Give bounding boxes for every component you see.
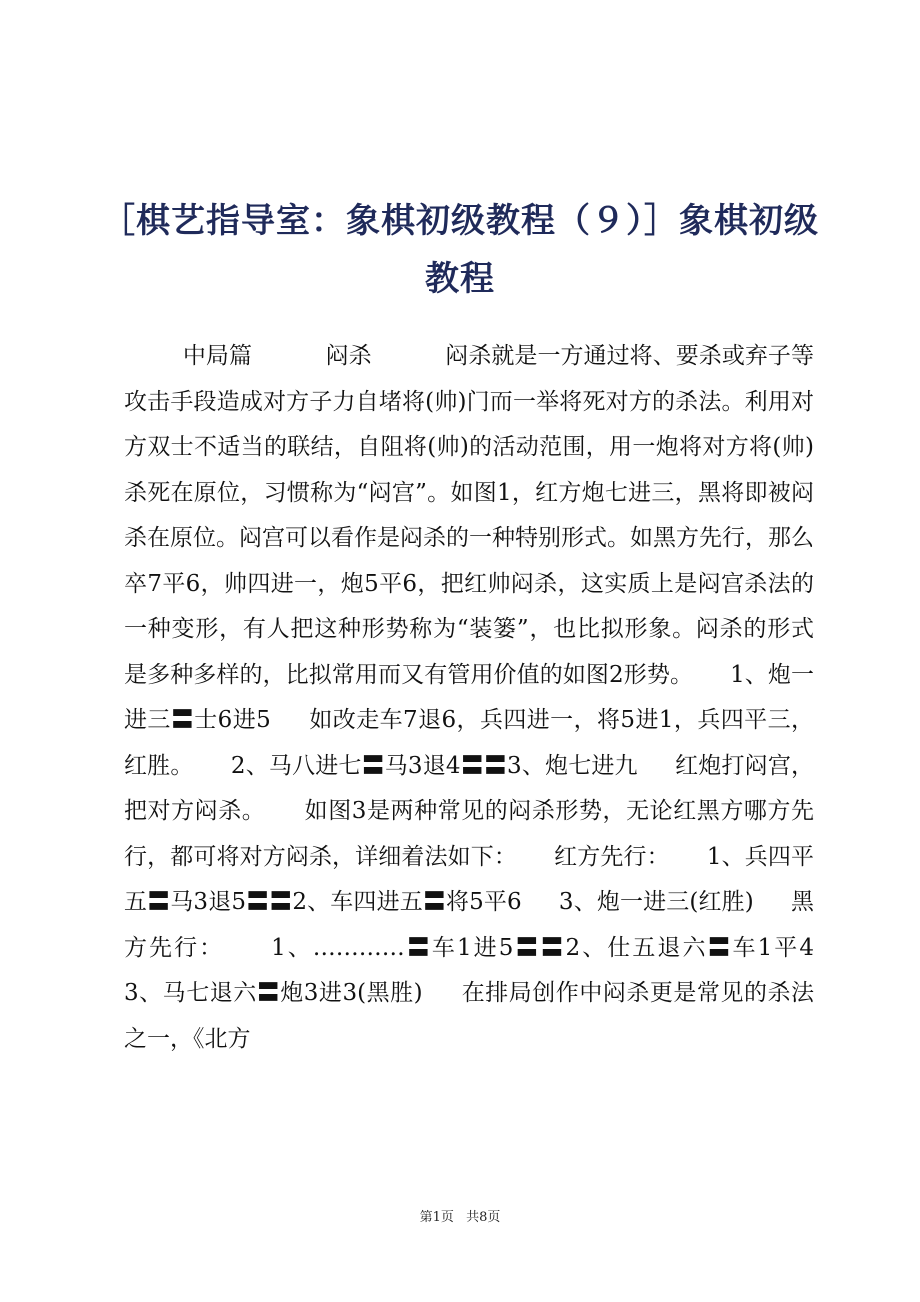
page-number: 第1页	[419, 1210, 454, 1225]
page-total: 共8页	[466, 1210, 501, 1225]
title-line-2: 教程	[425, 259, 495, 299]
body-paragraph: 中局篇 闷杀 闷杀就是一方通过将、要杀或弃子等攻击手段造成对方子力自堵将(帅)门而一举将死对方的杀法。利用对方双士不适当的联结，自阻将(帅)的活动范围，用一炮将对方将(帅)杀死在原位，习惯称为“闷宫”。如图1，红方炮七进三，黑将即被闷杀在原位。闷宫可以看作是闷杀的一种特别形式。如黑方先行，那么卒7平6，帅四进一，炮5平6，把红帅闷杀，这实质上是闷宫杀法的一种变形，有人把这种形势称为“装篓”，也比拟形象。闷杀的形式是多种多样的，比拟常用而又有管用价值的如图2形势。 1、炮一进三〓士6进5 如改走车7退6，兵四进一，将5进1，兵四平三，红胜。 2、马八进七〓马3退4〓〓3、炮七进九 红炮打闷宫，把对方闷杀。 如图3是两种常见的闷杀形势，无论红黑方哪方先行，都可将对方闷杀，详细着法如下： 红方先行： 1、兵四平五〓马3退5〓〓2、车四进五〓将5平6 3、炮一进三(红胜) 黑方先行： 1、…………〓车1进5〓〓2、仕五退六〓车1平4 3、马七退六〓炮3进3(黑胜) 在排局创作中闷杀更是常见的杀法之一，《北方	[124, 343, 851, 1052]
document-title	[100, 192, 820, 308]
page-footer	[0, 1206, 920, 1225]
title-line-1: ［棋艺指导室：象棋初级教程（９）］象棋初级	[101, 201, 819, 241]
